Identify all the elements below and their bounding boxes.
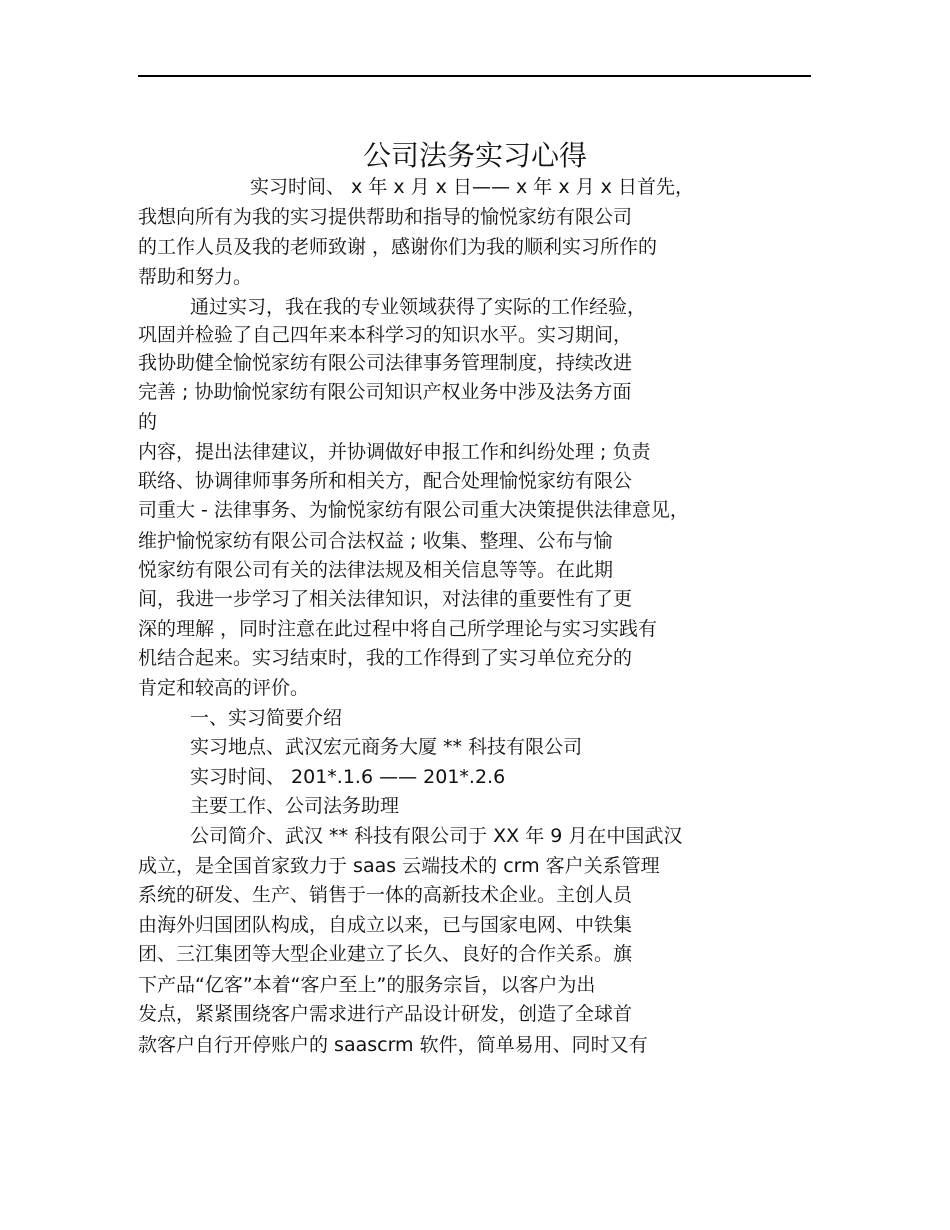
text-line: 款客户自行开停账户的 saascrm 软件，简单易用、同时又有 (138, 1034, 648, 1056)
text-line: 成立，是全国首家致力于 saas 云端技术的 crm 客户关系管理 (138, 855, 660, 877)
text-line: 机结合起来。实习结束时，我的工作得到了实习单位充分的 (138, 647, 633, 669)
text-line: 帮助和努力。 (138, 266, 253, 288)
header-rule (138, 75, 811, 77)
section-heading: 一、实习简要介绍 (190, 707, 343, 729)
text-line: 我协助健全愉悦家纺有限公司法律事务管理制度，持续改进 (138, 352, 633, 374)
text-line: 下产品“亿客”本着“客户至上”的服务宗旨，以客户为出 (138, 974, 596, 996)
text-line: 联络、协调律师事务所和相关方，配合处理愉悦家纺有限公 (138, 470, 633, 492)
text-line: 主要工作、公司法务助理 (190, 795, 400, 817)
text-line: 内容，提出法律建议，并协调做好申报工作和纠纷处理 ; 负责 (138, 441, 651, 463)
text-line: 肯定和较高的评价。 (138, 677, 310, 699)
text-line: 我想向所有为我的实习提供帮助和指导的愉悦家纺有限公司 (138, 206, 633, 228)
text-line: 的 (138, 411, 158, 433)
document-title: 公司法务实习心得 (362, 139, 587, 172)
text-line: 实习时间、 201*.1.6 —— 201*.2.6 (190, 766, 506, 788)
text-line: 深的理解 ，同时注意在此过程中将自己所学理论与实习实践有 (138, 618, 658, 640)
text-line: 由海外归国团队构成，自成立以来，已与国家电网、中铁集 (138, 914, 633, 936)
text-line: 巩固并检验了自己四年来本科学习的知识水平。实习期间， (138, 324, 633, 346)
text-line: 司重大 - 法律事务、为愉悦家纺有限公司重大决策提供法律意见， (138, 499, 689, 521)
text-line: 系统的研发、生产、销售于一体的高新技术企业。主创人员 (138, 884, 633, 906)
text-line: 通过实习，我在我的专业领域获得了实际的工作经验， (190, 296, 647, 318)
text-line: 完善 ; 协助愉悦家纺有限公司知识产权业务中涉及法务方面 (138, 381, 632, 403)
text-line: 公司简介、武汉 ** 科技有限公司于 XX 年 9 月在中国武汉 (190, 825, 683, 847)
text-line: 悦家纺有限公司有关的法律法规及相关信息等等。在此期 (138, 559, 614, 581)
text-line: 实习地点、武汉宏元商务大厦 ** 科技有限公司 (190, 736, 583, 758)
text-line: 发点，紧紧围绕客户需求进行产品设计研发，创造了全球首 (138, 1003, 633, 1025)
text-line: 间，我进一步学习了相关法律知识，对法律的重要性有了更 (138, 588, 633, 610)
text-line: 维护愉悦家纺有限公司合法权益 ; 收集、整理、公布与愉 (138, 530, 613, 552)
text-line: 团、三江集团等大型企业建立了长久、良好的合作关系。旗 (138, 943, 633, 965)
text-line: 的工作人员及我的老师致谢 ，感谢你们为我的顺利实习所作的 (138, 236, 658, 258)
text-line: 实习时间、 x 年 x 月 x 日—— x 年 x 月 x 日首先， (250, 176, 694, 198)
